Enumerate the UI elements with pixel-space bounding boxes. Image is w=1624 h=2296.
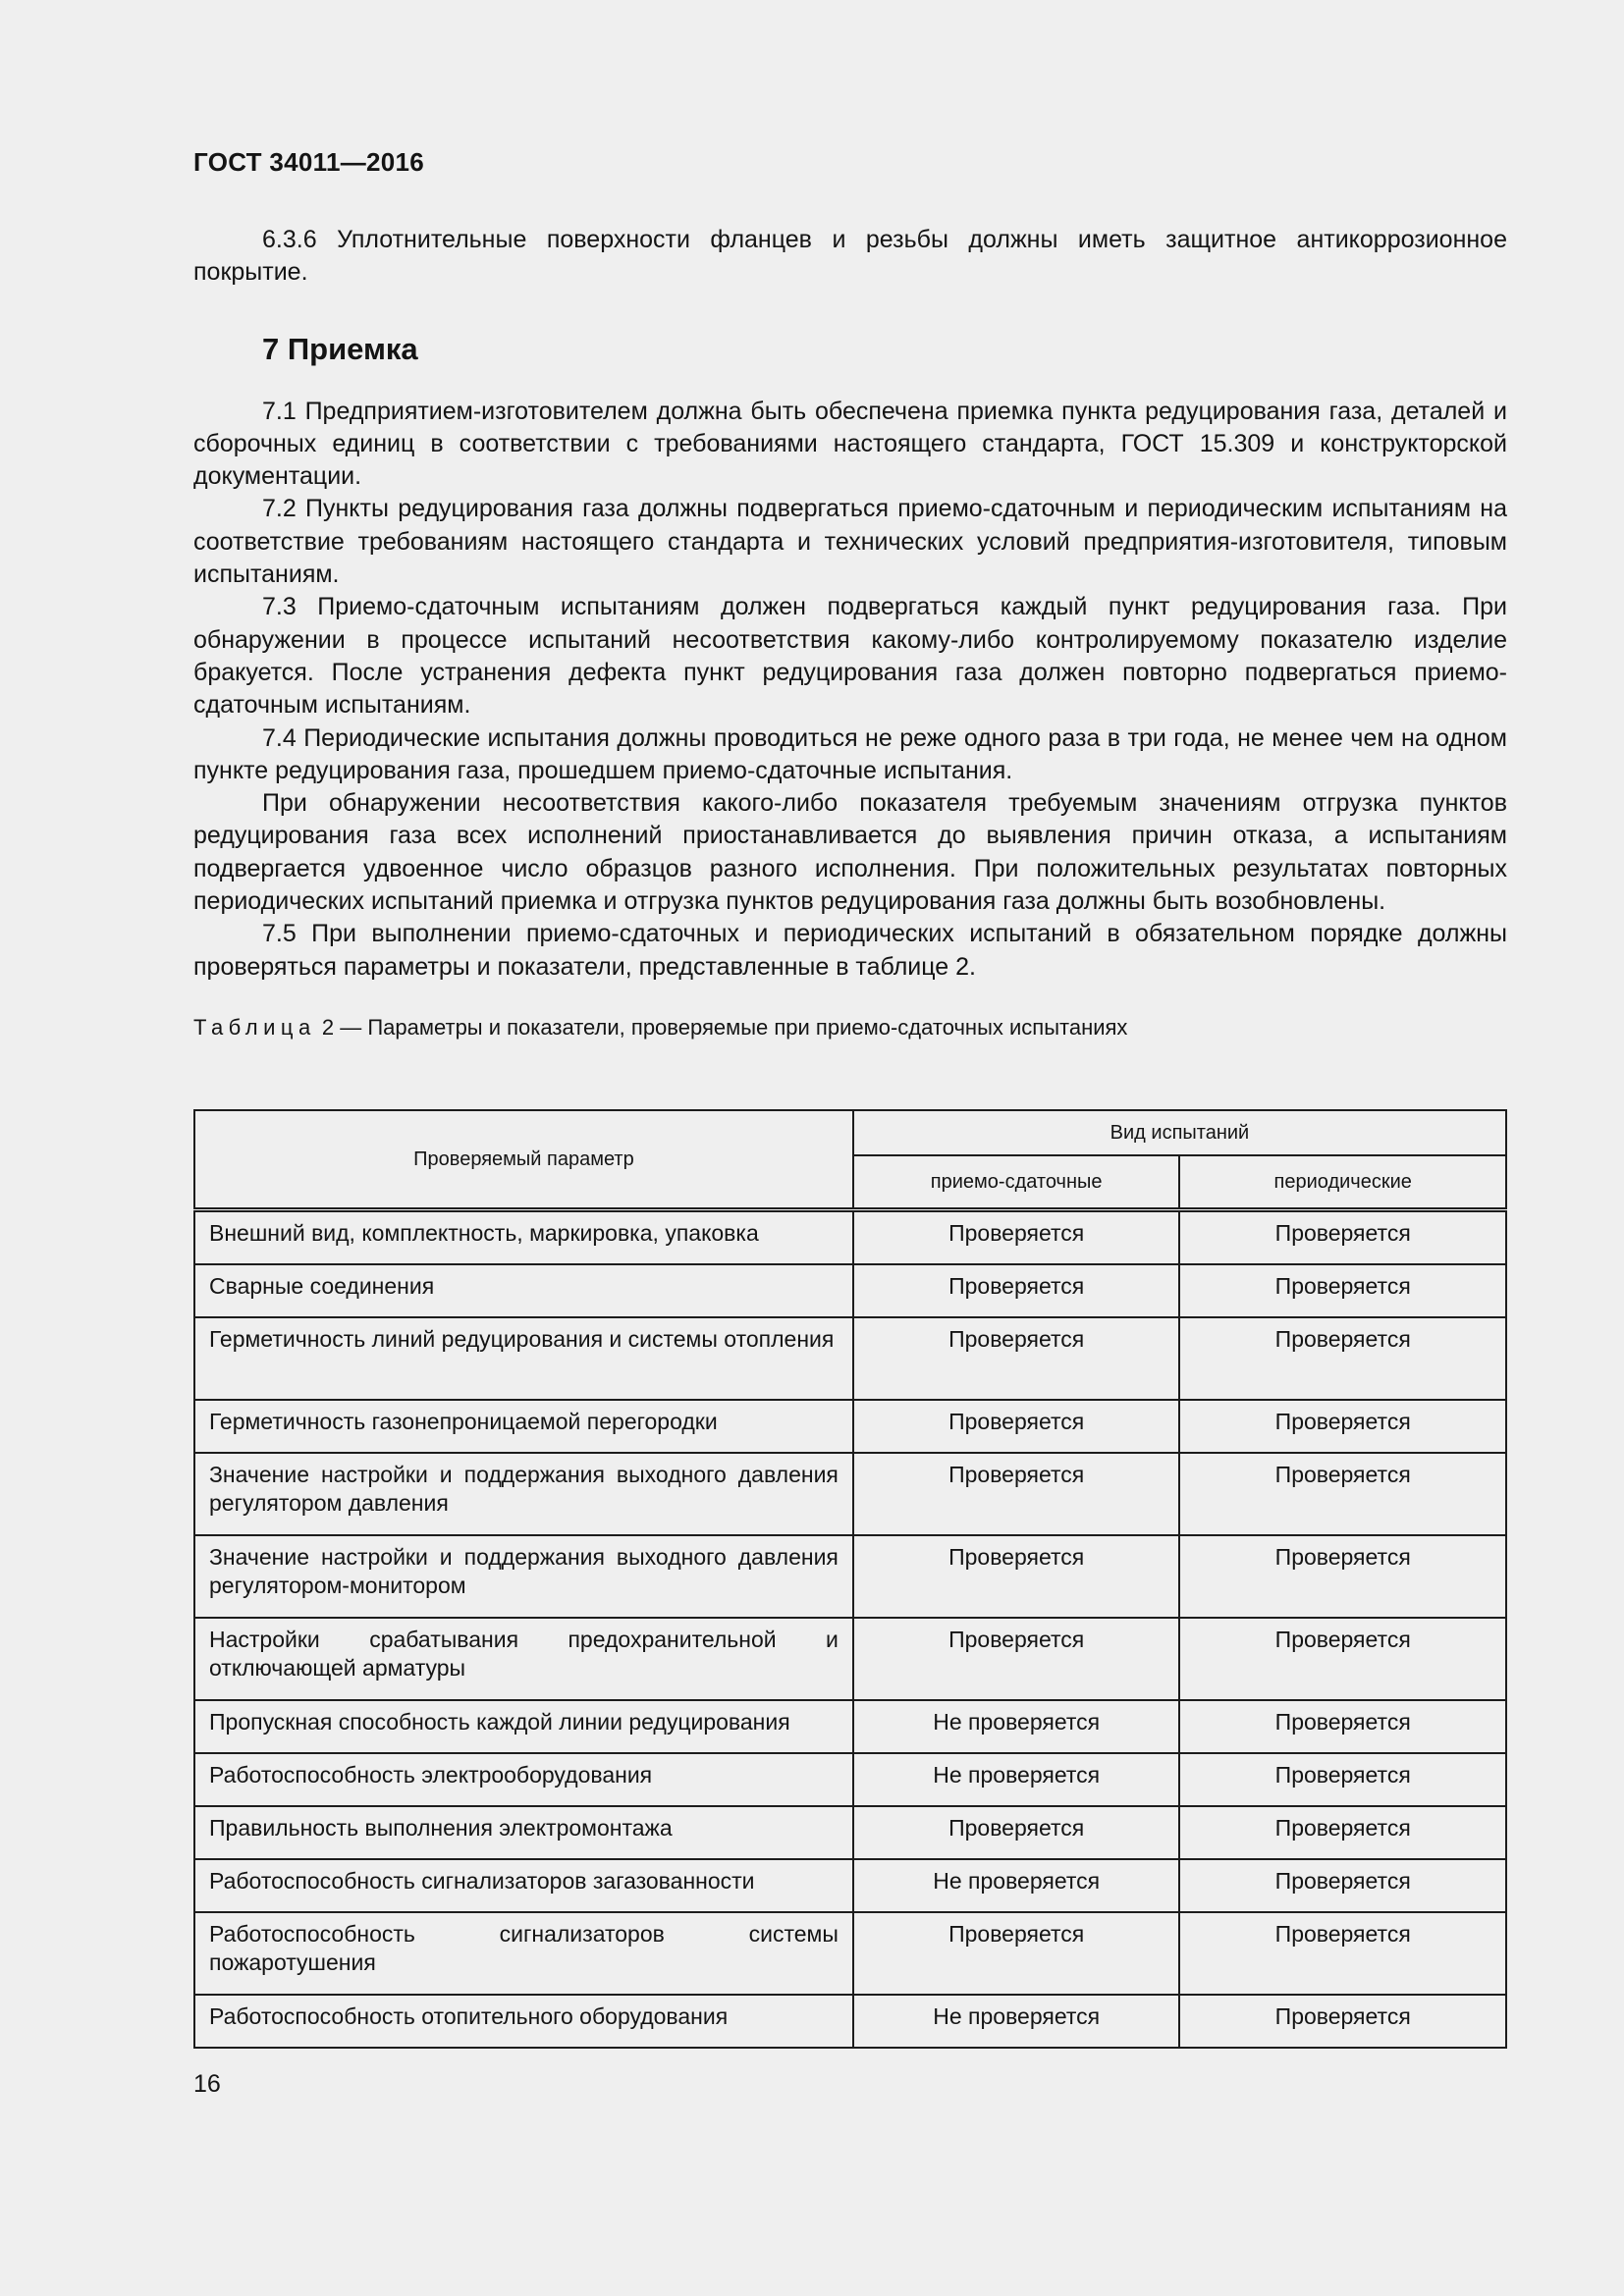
row-periodic: Проверяется <box>1179 1400 1506 1453</box>
paragraph-7-1: 7.1 Предприятием-изготовителем должна быть обеспечена приемка пункта редуцирования газа, деталей и сборочных единиц в соответствии с требованиями настоящего стандарта, ГОСТ 15.309 и конструкторской документации. <box>193 397 1507 491</box>
table-row <box>194 1995 1506 2048</box>
header-acceptance: приемо-сдаточные <box>853 1155 1180 1210</box>
row-param: Работоспособность отопительного оборудования <box>194 1995 853 2048</box>
row-periodic: Проверяется <box>1179 1700 1506 1753</box>
row-param: Правильность выполнения электромонтажа <box>194 1806 853 1859</box>
table-row <box>194 1264 1506 1317</box>
row-acceptance: Проверяется <box>853 1264 1180 1317</box>
table-row <box>194 1859 1506 1912</box>
row-param: Настройки срабатывания предохранительной и отключающей арматуры <box>194 1618 853 1700</box>
row-periodic: Проверяется <box>1179 1806 1506 1859</box>
table-row <box>194 1400 1506 1453</box>
row-acceptance: Проверяется <box>853 1210 1180 1265</box>
row-periodic: Проверяется <box>1179 1453 1506 1535</box>
paragraph-7-3: 7.3 Приемо-сдаточным испытаниям должен подвергаться каждый пункт редуцирования газа. При обнаружении в процессе испытаний несоответствия какому-либо контролируемому показателю изделие бракуется. После устранения дефекта пункт редуцирования газа должен повторно подвергаться приемо-сдаточным испытаниям. <box>193 593 1507 720</box>
row-param: Работоспособность сигнализаторов загазованности <box>194 1859 853 1912</box>
header-test-type: Вид испытаний <box>853 1110 1506 1155</box>
parameters-table <box>193 1109 1507 2049</box>
row-periodic: Проверяется <box>1179 1859 1506 1912</box>
document-header: ГОСТ 34011—2016 <box>193 147 425 177</box>
row-param: Сварные соединения <box>194 1264 853 1317</box>
table-row <box>194 1317 1506 1400</box>
table-row <box>194 1912 1506 1995</box>
table-row <box>194 1700 1506 1753</box>
row-periodic: Проверяется <box>1179 1753 1506 1806</box>
row-acceptance: Не проверяется <box>853 1995 1180 2048</box>
body-text <box>193 224 1507 1042</box>
row-acceptance: Проверяется <box>853 1535 1180 1618</box>
row-periodic: Проверяется <box>1179 1995 1506 2048</box>
row-param: Внешний вид, комплектность, маркировка, упаковка <box>194 1210 853 1265</box>
table-row <box>194 1453 1506 1535</box>
table-row <box>194 1535 1506 1618</box>
table-row <box>194 1753 1506 1806</box>
row-periodic: Проверяется <box>1179 1535 1506 1618</box>
paragraph-6-3-6: 6.3.6 Уплотнительные поверхности фланцев и резьбы должны иметь защитное антикоррозионное покрытие. <box>193 226 1507 287</box>
row-param: Работоспособность электрооборудования <box>194 1753 853 1806</box>
row-acceptance: Не проверяется <box>853 1753 1180 1806</box>
table-row <box>194 1210 1506 1265</box>
row-periodic: Проверяется <box>1179 1210 1506 1265</box>
paragraph-7-4-cont: При обнаружении несоответствия какого-либо показателя требуемым значениям отгрузка пунктов редуцирования газа всех исполнений приостанавливается до выявления причин отказа, а испытаниям подвергается удвоенное число образцов разного исполнения. При положительных результатах повторных периодических испытаний приемка и отгрузка пунктов редуцирования газа должны быть возобновлены. <box>193 789 1507 916</box>
table-row <box>194 1618 1506 1700</box>
table-caption <box>193 1013 1507 1042</box>
row-acceptance: Не проверяется <box>853 1700 1180 1753</box>
table-row <box>194 1806 1506 1859</box>
row-param: Работоспособность сигнализаторов системы пожаротушения <box>194 1912 853 1995</box>
row-periodic: Проверяется <box>1179 1618 1506 1700</box>
table-caption-label: Таблица <box>193 1014 316 1040</box>
row-acceptance: Проверяется <box>853 1400 1180 1453</box>
row-param: Герметичность газонепроницаемой перегородки <box>194 1400 853 1453</box>
row-periodic: Проверяется <box>1179 1317 1506 1400</box>
row-acceptance: Проверяется <box>853 1912 1180 1995</box>
row-param: Пропускная способность каждой линии редуцирования <box>194 1700 853 1753</box>
row-param: Значение настройки и поддержания выходного давления регулятором-монитором <box>194 1535 853 1618</box>
paragraph-7-2: 7.2 Пункты редуцирования газа должны подвергаться приемо-сдаточным и периодическим испытаниям на соответствие требованиям настоящего стандарта и технических условий предприятия-изготовителя, типовым испытаниям. <box>193 495 1507 589</box>
row-param: Герметичность линий редуцирования и системы отопления <box>194 1317 853 1400</box>
paragraph-7-4: 7.4 Периодические испытания должны проводиться не реже одного раза в три года, не менее чем на одном пункте редуцирования газа, прошедшем приемо-сдаточные испытания. <box>193 723 1507 784</box>
table-caption-text: 2 — Параметры и показатели, проверяемые при приемо-сдаточных испытаниях <box>321 1014 1128 1040</box>
row-periodic: Проверяется <box>1179 1264 1506 1317</box>
row-param: Значение настройки и поддержания выходного давления регулятором давления <box>194 1453 853 1535</box>
section-title: 7 Приемка <box>262 331 418 366</box>
row-acceptance: Не проверяется <box>853 1859 1180 1912</box>
row-periodic: Проверяется <box>1179 1912 1506 1995</box>
paragraph-7-5: 7.5 При выполнении приемо-сдаточных и периодических испытаний в обязательном порядке должны проверяться параметры и показатели, представленные в таблице 2. <box>193 920 1507 981</box>
header-periodic: периодические <box>1179 1155 1506 1210</box>
page-number: 16 <box>193 2070 221 2098</box>
row-acceptance: Проверяется <box>853 1618 1180 1700</box>
row-acceptance: Проверяется <box>853 1453 1180 1535</box>
row-acceptance: Проверяется <box>853 1806 1180 1859</box>
row-acceptance: Проверяется <box>853 1317 1180 1400</box>
header-param: Проверяемый параметр <box>194 1110 853 1210</box>
